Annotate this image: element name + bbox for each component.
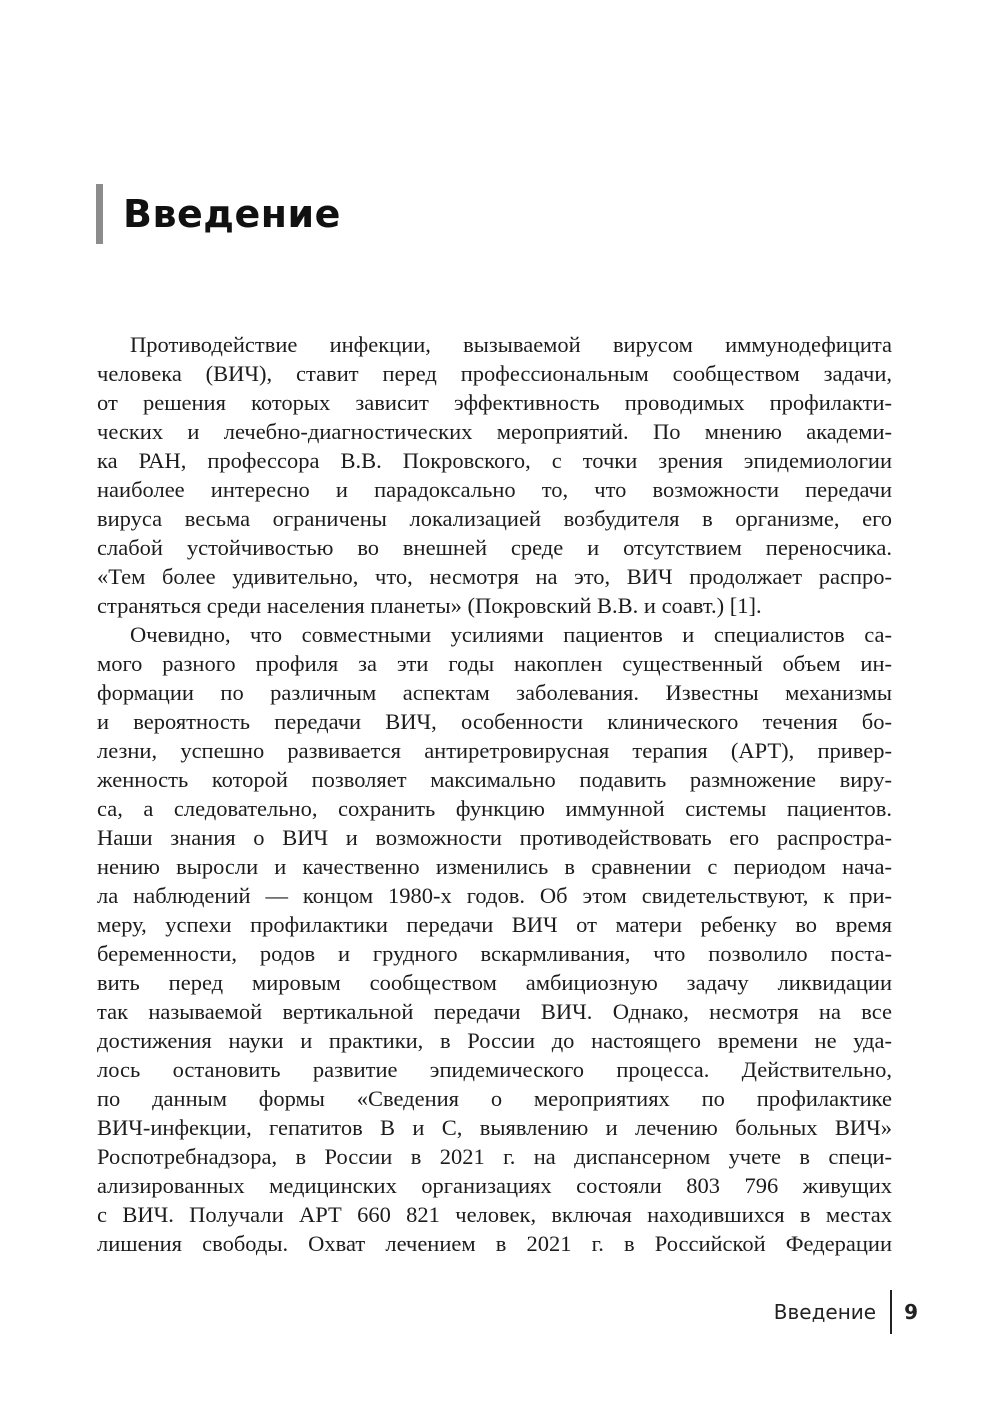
footer-divider [890, 1290, 892, 1334]
text-line: вируса весьма ограничены локализацией возбудителя в организме, его [97, 506, 892, 531]
text-line: формации по различным аспектам заболевания. Известны механизмы [97, 680, 892, 705]
text-line: меру, успехи профилактики передачи ВИЧ от матери ребенку во время [97, 912, 892, 937]
text-line: по данным формы «Сведения о мероприятиях по профилактике [97, 1086, 892, 1111]
text-line: беременности, родов и грудного вскармливания, что позволило поста- [97, 941, 892, 966]
text-line: са, а следовательно, сохранить функцию иммунной системы пациентов. [97, 796, 892, 821]
text-line: ВИЧ-инфекции, гепатитов В и С, выявлению и лечению больных ВИЧ» [97, 1115, 892, 1140]
text-line: ка РАН, профессора В.В. Покровского, с точки зрения эпидемиологии [97, 448, 892, 473]
text-line: человека (ВИЧ), ставит перед профессиональным сообществом задачи, [97, 361, 892, 386]
text-line: «Тем более удивительно, что, несмотря на это, ВИЧ продолжает распро- [97, 564, 892, 589]
text-line: нению выросли и качественно изменились в сравнении с периодом нача- [97, 854, 892, 879]
text-line: лось остановить развитие эпидемического процесса. Действительно, [97, 1057, 892, 1082]
text-line: так называемой вертикальной передачи ВИЧ. Однако, несмотря на все [97, 999, 892, 1024]
text-line: и вероятность передачи ВИЧ, особенности клинического течения бо- [97, 709, 892, 734]
text-line: Противодействие инфекции, вызываемой вирусом иммунодефицита [130, 332, 892, 357]
page-number: 9 [904, 1300, 918, 1324]
text-line: женность которой позволяет максимально подавить размножение виру- [97, 767, 892, 792]
chapter-title: Введение [123, 192, 341, 236]
page-footer [774, 1290, 918, 1334]
text-line: ализированных медицинских организациях состояли 803 796 живущих [97, 1173, 892, 1198]
text-line: вить перед мировым сообществом амбициозную задачу ликвидации [97, 970, 892, 995]
chapter-heading [96, 184, 341, 244]
text-line: ческих и лечебно-диагностических мероприятий. По мнению академи- [97, 419, 892, 444]
running-footer-section: Введение [773, 1300, 877, 1324]
text-line: страняться среди населения планеты» (Покровский В.В. и соавт.) [1]. [97, 593, 762, 618]
text-line: лишения свободы. Охват лечением в 2021 г. в Российской Федерации [97, 1231, 892, 1256]
text-line: слабой устойчивостью во внешней среде и отсутствием переносчика. [97, 535, 892, 560]
body-text [97, 330, 892, 1258]
heading-accent-bar [96, 184, 103, 244]
text-line: ла наблюдений — концом 1980-х годов. Об этом свидетельствуют, к при- [97, 883, 892, 908]
text-line: Очевидно, что совместными усилиями пациентов и специалистов са- [130, 622, 892, 647]
text-line: с ВИЧ. Получали АРТ 660 821 человек, включая находившихся в местах [97, 1202, 892, 1227]
text-line: Наши знания о ВИЧ и возможности противодействовать его распростра- [97, 825, 892, 850]
text-line: наиболее интересно и парадоксально то, что возможности передачи [97, 477, 892, 502]
text-line: достижения науки и практики, в России до настоящего времени не уда- [97, 1028, 892, 1053]
text-line: лезни, успешно развивается антиретровирусная терапия (АРТ), привер- [97, 738, 892, 763]
text-line: мого разного профиля за эти годы накоплен существенный объем ин- [97, 651, 892, 676]
text-line: от решения которых зависит эффективность проводимых профилакти- [97, 390, 892, 415]
text-line: Роспотребнадзора, в России в 2021 г. на диспансерном учете в специ- [97, 1144, 892, 1169]
